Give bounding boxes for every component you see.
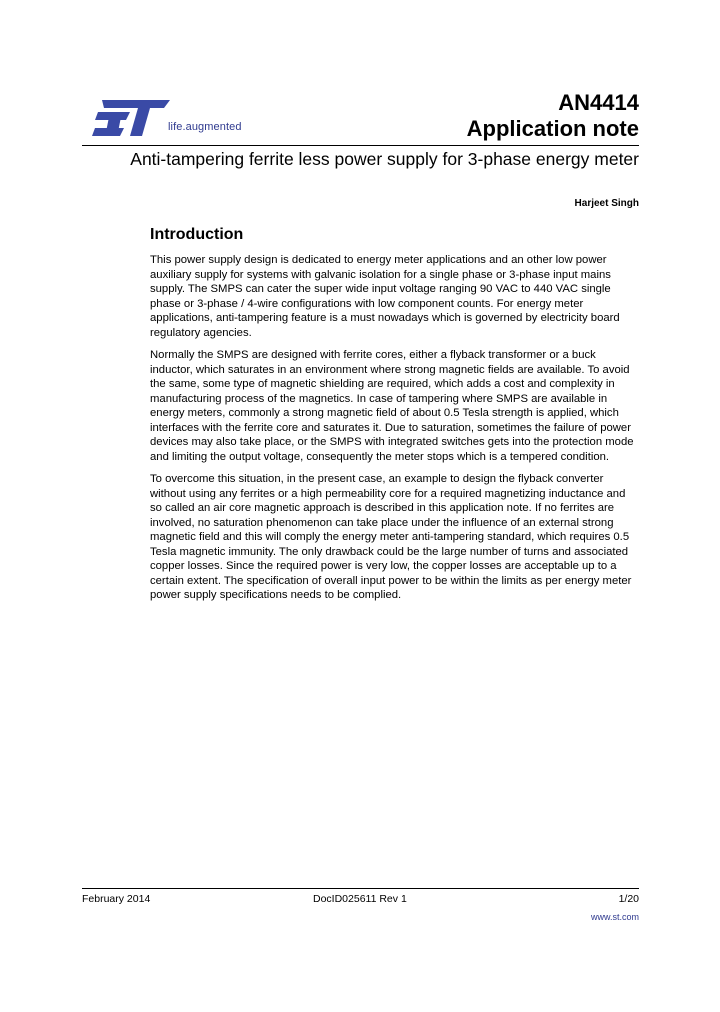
document-number: AN4414 — [558, 90, 639, 115]
footer-divider — [82, 888, 639, 889]
document-subtitle: Anti-tampering ferrite less power supply for 3-phase energy meter — [130, 149, 639, 169]
footer-website-link[interactable]: www.st.com — [590, 912, 639, 922]
document-type: Application note — [466, 116, 639, 141]
paragraph: This power supply design is dedicated to energy meter applications and an other low power auxiliary supply for systems with galvanic isolation for a single phase or 3-phase input mains supply. The SMPS can cater the super wide input voltage ranging 90 VAC to 440 VAC single phase or 3-phase / 4-wire configurations with low component counts. For energy meter applications, anti-tampering feature is a must nowadays which is governed by electricity board regulatory agencies. — [150, 254, 620, 339]
paragraph: To overcome this situation, in the present case, an example to design the flyback converter without using any ferrites or a high permeability core for a required magnetizing inductance and so called an air core magnetic approach is described in this application note. If no ferrites are involved, no saturation phenomenon can take place under the influence of an external strong magnetic field and this will comply the energy meter anti-tampering standard, which requires 0.5 Tesla magnetic immunity. The only drawback could be the large number of turns and associated copper losses. Since the required power is very low, the copper losses are acceptable up to a certain extent. The specification of overall input power to be within the limits as per energy meter power supply specifications needs to be complied. — [150, 473, 632, 601]
footer-doc-id: DocID025611 Rev 1 — [313, 893, 407, 905]
section-heading: Introduction — [150, 226, 244, 243]
tagline-augmented: augmented — [185, 121, 242, 133]
footer-date: February 2014 — [82, 893, 151, 905]
paragraph: Normally the SMPS are designed with ferrite cores, either a flyback transformer or a buck inductor, which saturates in an environment where strong magnetic fields are available. To avoid the same, some type of magnetic shielding are required, which adds a cost and complexity in manufacturing process of the magnetics. In case of tampering where SMPS are available in energy meters, commonly a strong magnetic field of about 0.5 Tesla strength is applied, which interfaces with the ferrite core and saturates it. Due to saturation, sometimes the failure of power devices may also take place, or the SMPS with integrated switches gets into the protection mode and limiting the output voltage, consequently the meter stops which is a tempered condition. — [150, 349, 634, 463]
body-text — [150, 253, 640, 611]
logo-tagline — [168, 121, 242, 133]
author-name: Harjeet Singh — [574, 198, 639, 209]
footer-page-number: 1/20 — [618, 893, 639, 905]
st-logo — [90, 98, 183, 138]
tagline-dot: . — [182, 121, 186, 133]
header-divider — [82, 145, 639, 146]
tagline-life: life — [168, 121, 183, 133]
